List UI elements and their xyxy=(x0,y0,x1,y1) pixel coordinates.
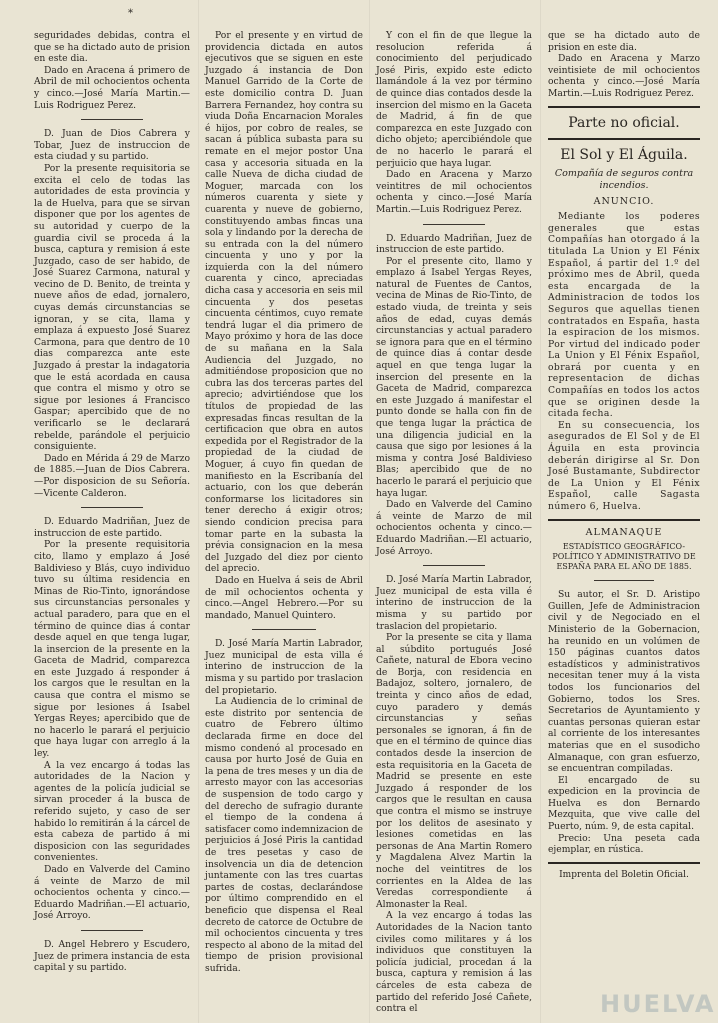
anuncio-body xyxy=(548,211,700,512)
paragraph: D. Eduardo Madriñan, Juez de instruccion de este partido. xyxy=(376,232,532,256)
paragraph: Por la presente requisitoria cito, llamo y emplazo á José Baldivieso y Blás, cuyo individuo tuvo su última residencia en Minas de Rio-Tinto, ignorándose sus circunstancias personales y actual paradero, para que en el término de quince dias á contar desde aquel en que tenga lugar, la insercion de la presente en la Gaceta de Madrid, comparezca en este Juzgado á responder á los cargos que le resultan en la causa que contra el mismo se sigue por lesiones á Isabel Yergas Reyes; apercibido que de no hacerlo le parará el perjuicio que haya lugar con arreglo á la ley. xyxy=(34,539,190,760)
column-2 xyxy=(205,30,363,975)
column-divider xyxy=(198,0,199,1023)
separator xyxy=(423,224,485,225)
parte-no-oficial-heading: Parte no oficial. xyxy=(568,114,680,131)
almanaque-subheading: ESTADÍSTICO GEOGRÁFICO-POLÍTICO Y ADMINISTRATIVO DE ESPAÑA PARA EL AÑO DE 1885. xyxy=(552,542,696,572)
company-heading: El Sol y El Águila. xyxy=(560,146,688,163)
paragraph: Y con el fin de que llegue la resolucion referida á conocimiento del perjudicado José Piris, expido este edicto llamándole á la vez por término de quince dias contados desde la insercion del mismo en la Gaceta de Madrid, á fin de que comparezca en este Juzgado con dicho objeto; apercibiéndole que de no hacerlo le parará el perjuicio que haya lugar. xyxy=(376,30,532,169)
paragraph: En su consecuencia, los asegurados de El Sol y de El Águila en esta provincia deberán dirigirse al Sr. Don José Bustamante, Subdirector de La Union y El Fénix Español, calle Sagasta número 6, Huelva. xyxy=(548,419,700,512)
section-rule xyxy=(548,519,700,521)
paragraph: Dado en Aracena y Marzo veintisiete de mil ochocientos ochenta y cinco.—José María Martin.—Luis Rodriguez Perez. xyxy=(548,53,700,99)
paragraph: La Audiencia de lo criminal de este distrito por sentencia de cuatro de Febrero último declarada firme en doce del mismo condenó al procesado en causa por hurto José de Guia en la pena de tres meses y un dia de arresto mayor con las accesorias de suspension de todo cargo y del derecho de sufragio durante el tiempo de la condena á satisfacer como indemnizacion de perjuicios á José Piris la cantidad de tres pesetas y caso de insolvencia un dia de detencion juntamente con las tres cuartas partes de costas, declarándose por último comprendido en el beneficio que dispensa el Real decreto de catorce de Octubre de mil ochocientos cincuenta y tres respecto al abono de la mitad del tiempo de prision provisional sufrida. xyxy=(205,696,363,974)
paragraph: Dado en Valverde del Camino á veinte de Marzo de mil ochocientos ochenta y cinco.—Eduardo Madriñan.—El actuario, José Arroyo. xyxy=(34,863,190,922)
anuncio-heading: ANUNCIO. xyxy=(593,195,655,207)
column-1 xyxy=(34,30,190,974)
paragraph: Precio: Una peseta cada ejemplar, en rústica. xyxy=(548,832,700,856)
paragraph: A la vez encargo á todas las Autoridades de la Nacion tanto civiles como militares y á los individuos que constituyen la policía judicial, procedan á la busca, captura y remision á las cárceles de esta cabeza de partido del referido José Cañete, contra el xyxy=(376,910,532,1015)
paragraph: Mediante los poderes generales que estas Compañías han otorgado á la titulada La Union y El Fénix Español, á partir del 1.º del próximo mes de Abril, queda esta encargada de la Administracion de todos los Seguros que aquellas tienen contratados en España, hasta la espiracion de los mismos. Por virtud del indicado poder La Union y El Fénix Español, obrará por cuenta y en representacion de dichas Compañías en todos los actos que se originen desde la citada fecha. xyxy=(548,211,700,420)
separator xyxy=(252,629,315,630)
paragraph: D. Juan de Dios Cabrera y Tobar, Juez de instruccion de esta ciudad y su partido. xyxy=(34,128,190,163)
paragraph: El encargado de su expedicion en la provincia de Huelva es don Bernardo Mezquita, que vive calle del Puerto, núm. 9, de esta capital. xyxy=(548,774,700,833)
paragraph: Dado en Aracena á primero de Abril de mil ochocientos ochenta y cinco.—José María Martin.—Luis Rodriguez Perez. xyxy=(34,64,190,111)
paragraph: Su autor, el Sr. D. Aristipo Guillen, Jefe de Administracion civil y de Negociado en el Ministerio de la Gobernacion, ha reunido en un volúmen de 150 páginas cuantos datos estadísticos y administrativos necesitan tener muy á la vista todos los funcionarios del Gobierno, todos los Sres. Secretarios de Ayuntamiento y cuantas personas quieran estar al corriente de los interesantes materias que en el susodicho Almanaque, con gran esfuerzo, se encuentran compiladas. xyxy=(548,589,700,775)
paragraph: Dado en Mérida á 29 de Marzo de 1885.—Juan de Dios Cabrera.—Por disposicion de su Señoría.—Vicente Calderon. xyxy=(34,452,190,499)
paragraph: Por el presente y en virtud de providencia dictada en autos ejecutivos que se siguen en este Juzgado á instancia de Don Manuel Garrido de la Corte de este domicilio contra D. Juan Barrera Fernandez, hoy contra su viuda Doña Encarnacion Morales é hijos, por cobro de reales, se sacan á pública subasta para su remate en el mejor postor Una casa y accesoria situada en la calle Nueva de dicha ciudad de Moguer, marcada con los números cuarenta y siete y cuarenta y nueve de gobierno, constituyendo ambas fincas una sola y lindando por la derecha de su entrada con la del número cincuenta y uno y por la izquierda con la del número cuarenta y cinco, apreciadas dicha casa y accesoria en seis mil cincuenta y dos pesetas cincuenta céntimos, cuyo remate tendrá lugar el dia primero de Mayo próximo y hora de las doce de su mañana en la Sala Audiencia del Juzgado, no admitiéndose proposicion que no cubra las dos terceras partes del aprecio; advirtiéndose que los títulos de propiedad de las expresadas fincas resultan de la certificacion que obra en autos expedida por el Registrador de la propiedad de la ciudad de Moguer, á cuyo fin quedan de manifiesto en la Escribanía del actuario, con los que deberán conformarse los licitadores sin tener derecho á exigir otros; siendo condicion precisa para tomar parte en la subasta la prévia consignacion en la mesa del Juzgado del diez por ciento del aprecio. xyxy=(205,30,363,575)
column-divider xyxy=(540,0,541,1023)
almanaque-body xyxy=(548,589,700,856)
column-4-top xyxy=(548,30,700,100)
header-mark: * xyxy=(128,8,133,19)
separator xyxy=(81,930,143,931)
paragraph: Dado en Valverde del Camino á veinte de Marzo de mil ochocientos ochenta y cinco.—Eduardo Madriñan.—El actuario, José Arroyo. xyxy=(376,499,532,557)
paragraph: que se ha dictado auto de prision en este dia. xyxy=(548,30,700,53)
column-4 xyxy=(548,30,700,881)
company-subheading: Compañía de seguros contra incendios. xyxy=(554,167,694,191)
paragraph: D. Eduardo Madriñan, Juez de instruccion de este partido. xyxy=(34,516,190,539)
column-3 xyxy=(376,30,532,1015)
separator xyxy=(423,565,485,566)
paragraph: D. José María Martin Labrador, Juez municipal de esta villa é interino de instruccion de la misma y su partido por traslacion del propietario. xyxy=(376,574,532,632)
section-rule xyxy=(548,862,700,864)
separator xyxy=(594,580,655,581)
paragraph: Por la presente requisitoria se excita el celo de todas las autoridades de esta provincia y la de Huelva, para que se sirvan disponer que por los agentes de su autoridad y cuerpo de la guardia civil se proceda á la busca, captura y remision á este Juzgado, caso de ser habido, de José Suarez Carmona, natural y vecino de D. Benito, de treinta y nueve años de edad, jornalero, cuyas demás circunstancias se ignoran, y se cita, llama y emplaza á expuesto José Suarez Carmona, para que dentro de 10 dias comparezca ante este Juzgado á prestar la indagatoria que le está acordada en causa que contra el mismo y otro se sigue por lesiones á Francisco Gaspar; apercibido que de no verificarlo se le declarará rebelde, parándole el perjuicio consiguiente. xyxy=(34,162,190,453)
almanaque-heading: ALMANAQUE xyxy=(585,526,663,538)
column-divider xyxy=(369,0,370,1023)
paragraph: Por el presente cito, llamo y emplazo á Isabel Yergas Reyes, natural de Fuentes de Cantos, vecina de Minas de Rio-Tinto, de estado viuda, de treinta y seis años de edad, cuyas demás circunstancias y actual paradero se ignora para que en el término de quince dias á contar desde aquel en que tenga lugar la insercion del presente en la Gaceta de Madrid, comparezca en este Juzgado á manifestar el punto donde se halla con fin de que tenga lugar la práctica de una diligencia judicial en la causa que sigo por lesiones á la misma y contra José Baldivieso Blas; apercibido que de no hacerlo le parará el perjuicio que haya lugar. xyxy=(376,255,532,499)
paragraph: A la vez encargo á todas las autoridades de la Nacion y agentes de la policía judicial se sirvan proceder á la busca de referido sujeto, y caso de ser habido lo remitirán á la cárcel de esta cabeza de partido á mi disposicion con las seguridades convenientes. xyxy=(34,759,190,864)
separator xyxy=(81,119,143,120)
paragraph: Dado en Aracena y Marzo veintitres de mil ochocientos ochenta y cinco.—José María Martin.—Luis Rodriguez Perez. xyxy=(376,169,532,215)
paragraph: Por la presente se cita y llama al súbdito portugués José Cañete, natural de Ebora vecino de Borja, con residencia en Badajoz, soltero, jornalero, de treinta y cinco años de edad, cuyo paradero y demás circunstancias y señas personales se ignoran, á fin de que en el término de quince dias contados desde la insercion de esta requisitoria en la Gaceta de Madrid se presente en este Juzgado á responder de los cargos que le resultan en causa que contra el mismo se instruye por los delitos de asesinato y lesiones cometidas en las personas de Ana Martin Romero y Magdalena Alvez Martin la noche del veintitres de los corrientes en la Aldea de las Veredas correspondiente á Almonaster la Real. xyxy=(376,632,532,910)
paragraph: Dado en Huelva á seis de Abril de mil ochocientos ochenta y cinco.—Angel Hebrero.—Por su mandado, Manuel Quintero. xyxy=(205,574,363,621)
section-rule xyxy=(548,138,700,140)
section-rule xyxy=(548,106,700,108)
paragraph: D. José María Martin Labrador, Juez municipal de esta villa é interino de instruccion de la misma y su partido por traslacion del propietario. xyxy=(205,638,363,696)
paragraph: D. Angel Hebrero y Escudero, Juez de primera instancia de esta capital y su partido. xyxy=(34,938,190,974)
imprenta-footer: Imprenta del Boletin Oficial. xyxy=(559,869,689,880)
paragraph: seguridades debidas, contra el que se ha dictado auto de prision en este dia. xyxy=(34,30,190,65)
archive-watermark: HUELVA xyxy=(600,990,716,1018)
separator xyxy=(81,507,143,508)
